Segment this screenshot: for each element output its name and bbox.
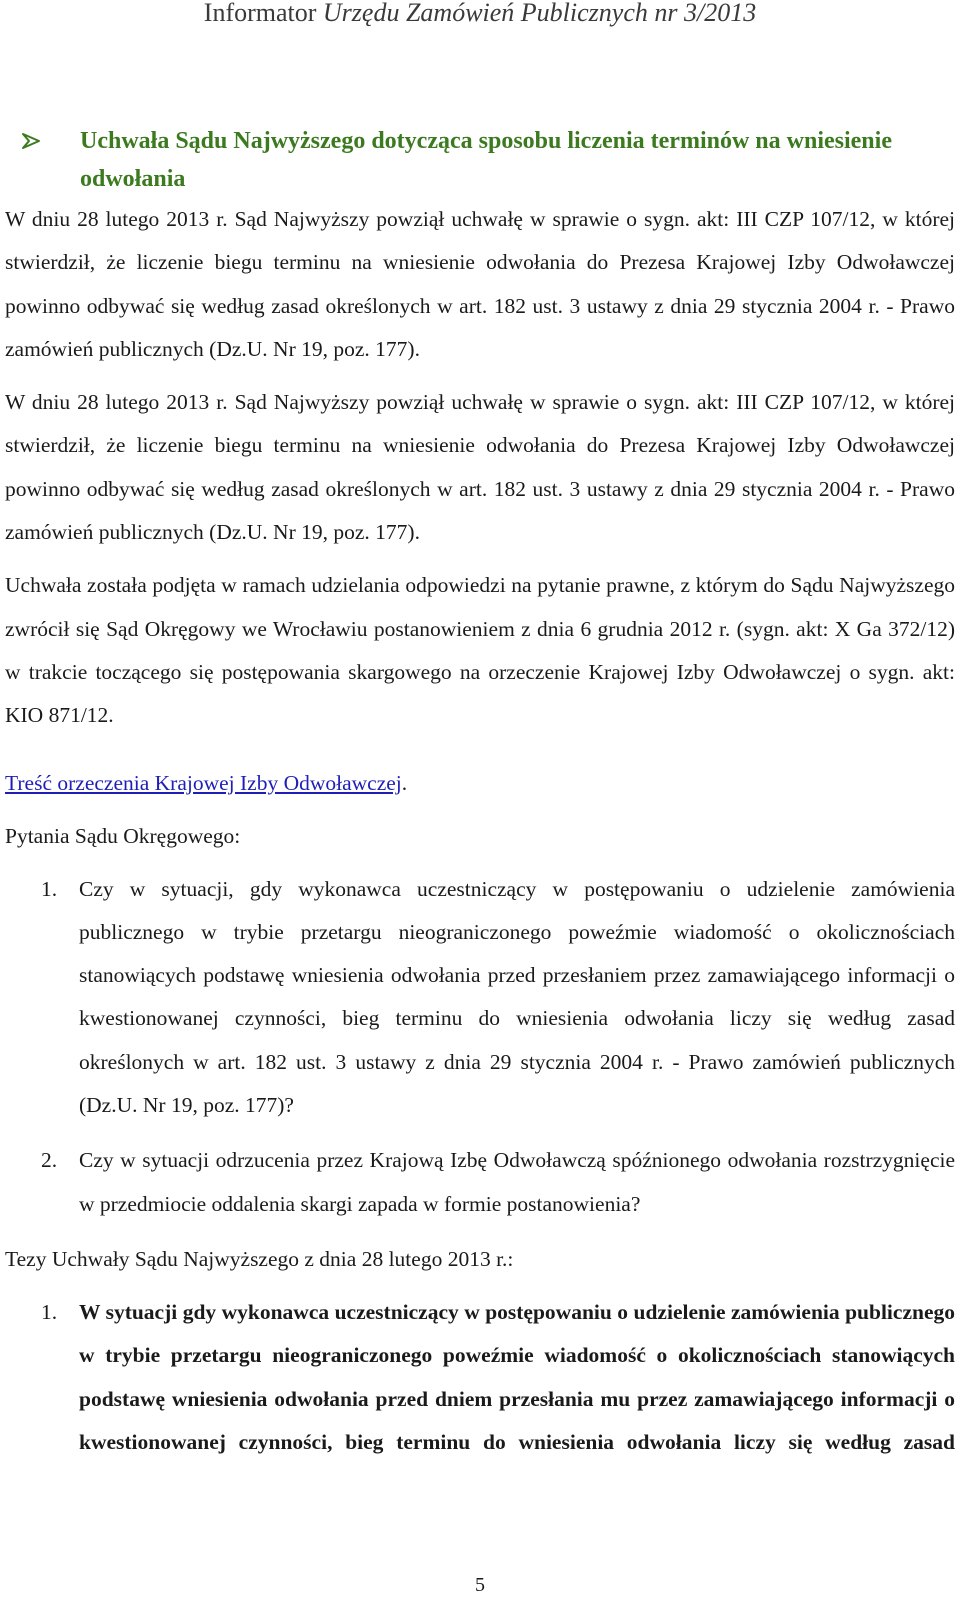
header-prefix: Informator xyxy=(203,0,323,27)
list-item-text: W sytuacji gdy wykonawca uczestniczący w postępowaniu o udzielenie zamówienia publicznego w trybie przetargu nieograniczonego poweźmie wiadomość o okolicznościach stanowiących podstawę wniesienia odwołania przed dniem przesłania mu przez zamawiającego informacji o kwestionowanej czynności, bieg terminu do wniesienia odwołania liczy się według zasad xyxy=(79,1299,955,1454)
kio-ruling-link[interactable]: Treść orzeczenia Krajowej Izby Odwoławczej xyxy=(5,770,402,795)
section-heading-text: Uchwała Sądu Najwyższego dotycząca sposobu liczenia terminów na wniesienie odwołania xyxy=(80,128,892,192)
link-line xyxy=(5,762,955,805)
theses-list xyxy=(5,1291,955,1464)
header-publication-title: Urzędu Zamówień Publicznych nr 3/2013 xyxy=(322,0,757,27)
questions-list xyxy=(5,868,955,1226)
section-heading xyxy=(5,122,955,198)
list-item xyxy=(5,1139,955,1226)
questions-label: Pytania Sądu Okręgowego: xyxy=(5,823,241,848)
list-item xyxy=(5,1291,955,1464)
running-header xyxy=(0,0,960,26)
list-item-text: Czy w sytuacji odrzucenia przez Krajową Izbę Odwoławczą spóźnionego odwołania rozstrzygnięcie w przedmiocie oddalenia skargi zapada w formie postanowienia? xyxy=(79,1148,955,1216)
arrow-bullet-icon xyxy=(21,131,43,151)
paragraph-resolution-summary-repeat: W dniu 28 lutego 2013 r. Sąd Najwyższy powziął uchwałę w sprawie o sygn. akt: III CZP 107/12, w której stwierdził, że liczenie biegu terminu na wniesienie odwołania do Prezesa Krajowej Izby Odwoławczej powinno odbywać się według zasad określonych w art. 182 ust. 3 ustawy z dnia 29 stycznia 2004 r. - Prawo zamówień publicznych (Dz.U. Nr 19, poz. 177). xyxy=(5,390,955,545)
theses-label: Tezy Uchwały Sądu Najwyższego z dnia 28 lutego 2013 r.: xyxy=(5,1246,514,1271)
paragraph-resolution-summary: W dniu 28 lutego 2013 r. Sąd Najwyższy powziął uchwałę w sprawie o sygn. akt: III CZP 107/12, w której stwierdził, że liczenie biegu terminu na wniesienie odwołania do Prezesa Krajowej Izby Odwoławczej powinno odbywać się według zasad określonych w art. 182 ust. 3 ustawy z dnia 29 stycznia 2004 r. - Prawo zamówień publicznych (Dz.U. Nr 19, poz. 177). xyxy=(5,207,955,361)
link-suffix: . xyxy=(401,770,408,795)
list-item-number: 1. xyxy=(41,1299,58,1324)
list-item-text: Czy w sytuacji, gdy wykonawca uczestniczący w postępowaniu o udzielenie zamówienia publicznego w trybie przetargu nieograniczonego poweźmie wiadomość o okolicznościach stanowiących podstawę wniesienia odwołania przed przesłaniem przez zamawiającego informacji o kwestionowanej czynności, bieg terminu do wniesienia odwołania liczy się według zasad określonych w art. 182 ust. 3 ustawy z dnia 29 stycznia 2004 r. - Prawo zamówień publicznych (Dz.U. Nr 19, poz. 177)? xyxy=(79,876,955,1118)
list-item xyxy=(5,868,955,1128)
page-content xyxy=(5,122,955,1476)
page-number: 5 xyxy=(475,1574,485,1596)
paragraph-resolution-context: Uchwała została podjęta w ramach udzielania odpowiedzi na pytanie prawne, z którym do Sądu Najwyższego zwrócił się Sąd Okręgowy we Wrocławiu postanowieniem z dnia 6 grudnia 2012 r. (sygn. akt: X Ga 372/12) w trakcie toczącego się postępowania skargowego na orzeczenie Krajowej Izby Odwoławczej o sygn. akt: KIO 871/12. xyxy=(5,573,955,728)
list-item-number: 1. xyxy=(41,876,58,901)
list-item-number: 2. xyxy=(41,1148,58,1173)
